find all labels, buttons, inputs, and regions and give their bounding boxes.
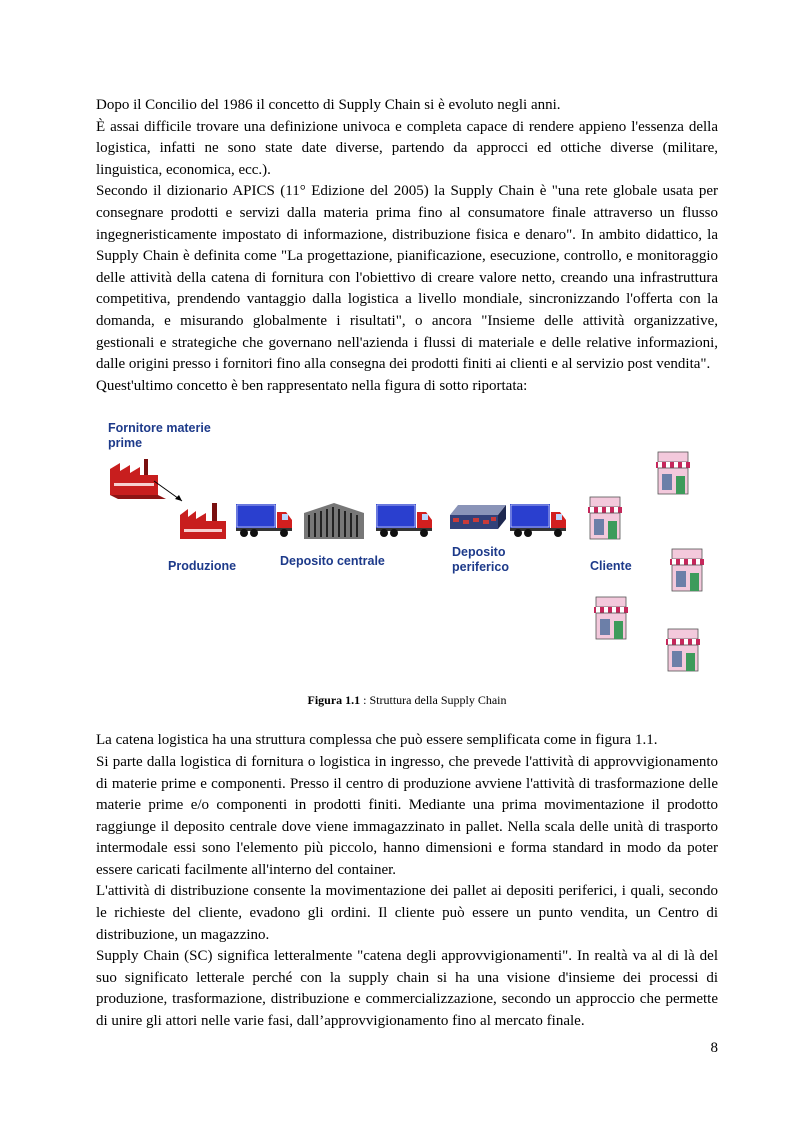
paragraph: Si parte dalla logistica di fornitura o logistica in ingresso, che prevede l'attività di approvvigionamento di materie prime e componenti. Presso il centro di produzione avviene l'attività di trasformazione delle materie prime e/o componenti in prodotti finiti. Mediante una prima movimentazione il prodotto raggiunge il deposito centrale dove viene immagazzinato in pallet. Nella scala delle unità di trasporto intermodale essi sono l'elemento più piccolo, hanno dimensioni e forma standard in modo da poter essere caricati facilmente all'interno del container. [96, 753, 718, 878]
label-peripheral-depot [452, 545, 509, 575]
label-peripheral-depot-line1: Deposito [452, 545, 506, 560]
label-peripheral-depot-line2: periferico [452, 560, 509, 575]
truck-icon [376, 504, 432, 538]
production-factory-icon [180, 499, 226, 539]
label-supplier-line2: prime [108, 436, 143, 451]
label-supplier [108, 421, 211, 451]
paragraph: La catena logistica ha una struttura complessa che può essere semplificata come in figura 1.1. [96, 732, 658, 749]
customer-shop-icon [592, 597, 630, 641]
supply-chain-figure [96, 399, 718, 689]
peripheral-depot-icon [450, 505, 506, 531]
paragraph: Dopo il Concilio del 1986 il concetto di Supply Chain si è evoluto negli anni. [96, 97, 561, 113]
customer-shop-icon [668, 549, 706, 593]
paragraph: È assai difficile trovare una definizione univoca e completa capace di rendere appieno l'essenza della logistica, infatti ne sono state date diverse, partendo da approcci ed ottiche diverse (militare, linguistica, economica, ecc.). [96, 118, 718, 178]
paragraph: Quest'ultimo concetto è ben rappresentato nella figura di sotto riportata: [96, 377, 528, 394]
supplier-factory-icon [110, 455, 158, 495]
paragraph: Secondo il dizionario APICS (11° Edizione del 2005) la Supply Chain è "una rete globale usata per consegnare prodotti e servizi dalla materia prima fino al consumatore finale attraverso un flusso ingegneristicamente impostato di informazione, distribuzione fisica e denaro". In ambito didattico, la Supply Chain è definita come "La progettazione, pianificazione, esecuzione, controllo, e monitoraggio delle attività della catena di fornitura con l'obiettivo di creare valore netto, creando una infrastruttura competitiva, prendendo vantaggio dalla logistica a livello mondiale, sincronizzando l'offerta con la domanda, e misurando globalmente i risultati", o ancora "Insieme delle attività organizzative, gestionali e strategiche che governano nell'azienda i flussi di materiale e delle relative informazioni, dalle origini presso i fornitori fino alla consegna dei prodotti finiti ai clienti e al servizio post vendita". [96, 183, 718, 373]
label-central-depot: Deposito centrale [280, 554, 385, 569]
figure-caption [96, 693, 718, 708]
label-production: Produzione [168, 559, 237, 574]
central-warehouse-icon [304, 501, 364, 539]
label-supplier-line1: Fornitore materie [108, 421, 211, 436]
caption-number: Figura 1.1 [307, 693, 361, 708]
label-customer: Cliente [590, 559, 632, 574]
truck-icon [510, 504, 566, 538]
paragraph: L'attività di distribuzione consente la movimentazione dei pallet ai depositi periferici, i quali, secondo le richieste del cliente, evadono gli ordini. Il cliente può essere un punto vendita, un Centro di distribuzione, un magazzino. [96, 883, 718, 943]
customer-shop-icon [664, 629, 702, 673]
caption-text: : Struttura della Supply Chain [360, 693, 507, 708]
page-number: 8 [710, 1040, 718, 1056]
truck-icon [236, 504, 292, 538]
customer-shop-icon [586, 497, 624, 541]
customer-shop-icon [654, 452, 692, 496]
paragraph: Supply Chain (SC) significa letteralmente "catena degli approvvigionamenti". In realtà va al di là del suo significato letterale perché con la supply chain si ha una visione d'insieme dei processi di produzione, trasformazione, distribuzione e commercializzazione, secondo un approccio che permette di unire gli attori nelle varie fasi, dall’approvvigionamento fino al mercato finale. [96, 948, 718, 1030]
document-page [96, 95, 718, 1033]
